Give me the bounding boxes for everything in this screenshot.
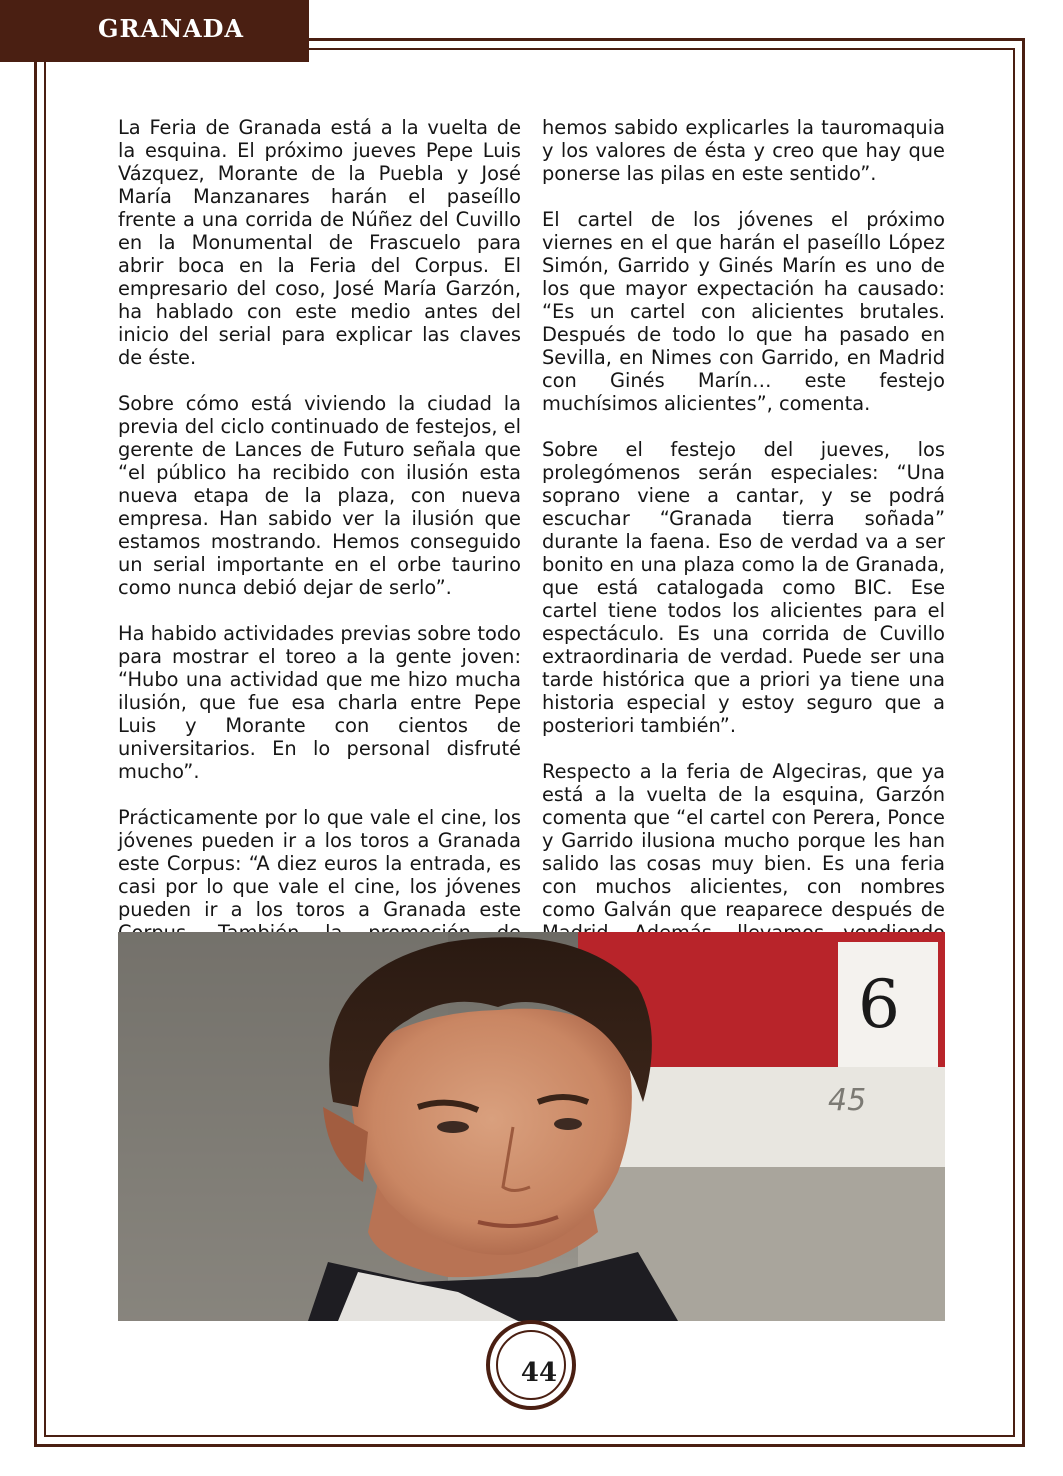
article-column-left — [118, 116, 521, 1036]
article-paragraph: hemos sabido explicarles la tauromaquia y los valores de ésta y creo que hay que ponerse las pilas en este sentido”. — [542, 116, 945, 185]
article-paragraph: Prácticamente por lo que vale el cine, los jóvenes pueden ir a los toros a Granada este Corpus: “A diez euros la entrada, es casi por lo que vale el cine, los jóvenes pueden ir a los toros a Granada este — [118, 806, 521, 921]
page-number-ring — [496, 1330, 566, 1400]
wall-painted-number: 45 — [828, 1083, 867, 1118]
article-paragraph: Respecto a la feria de Algeciras, que ya está a la vuelta de la esquina, Garzón comenta que “el cartel con Perera, Ponce y Garrido ilusiona mucho porque les han salido las cosas muy bien. Es una feria con muchos alicientes, con nombres como Galván que reaparece después de — [542, 760, 945, 921]
article-paragraph: El cartel de los jóvenes el próximo viernes en el que harán el paseíllo López Simón, Garrido y Ginés Marín es uno de los que mayor expectación ha causado: “Es un cartel con alicientes brutales. Después de todo lo que ha pasado en Sevilla, en Nimes con Garrido, en Madrid con Ginés Marín… este festejo muchísimos alicientes”, comenta. — [542, 208, 945, 415]
page-number: 44 — [520, 1358, 558, 1388]
barrier-sign-number: 6 — [858, 966, 900, 1043]
article-paragraph: Ha habido actividades previas sobre todo para mostrar el toreo a la gente joven: “Hubo una actividad que me hizo mucha ilusión, que fue esa charla entre Pepe Luis y Morante con cientos de universitarios. En lo personal disfruté mucho”. — [118, 622, 521, 783]
article-paragraph: Sobre cómo está viviendo la ciudad la previa del ciclo continuado de festejos, el gerente de Lances de Futuro señala que “el público ha recibido con ilusión esta nueva etapa de la plaza, con nueva empresa. Han sabido ver la ilusión que estamos mostrando. Hemos conseguido un serial importante en el orbe taurino como nunca debió dejar de serlo”. — [118, 392, 521, 599]
article-paragraph: Sobre el festejo del jueves, los prolegómenos serán especiales: “Una soprano viene a cantar, y se podrá escuchar “Granada tierra soñada” durante la faena. Eso de verdad va a ser bonito en una plaza como la de Granada, que está catalogada como BIC. Ese cartel tiene todos los alicientes para el espectáculo. Es una corrida de Cuvillo extraordinaria de verdad. Puede ser una tarde histórica que a priori ya tiene una historia especial y estoy seguro que a posteriori también”. — [542, 438, 945, 737]
section-title: GRANADA — [98, 14, 245, 43]
article-column-right — [542, 116, 945, 990]
page-number-badge — [486, 1320, 576, 1410]
portrait-photo — [118, 932, 945, 1321]
article-paragraph: La Feria de Granada está a la vuelta de la esquina. El próximo jueves Pepe Luis Vázquez, Morante de la Puebla y José María Manzanares harán el paseíllo frente a una corrida de Núñez del Cuvillo en la Monumental de Frascuelo para abrir boca en la Feria del Corpus. El empresario del coso, José María Garzón, ha hablado con este medio antes del inicio del serial para explicar las claves de éste. — [118, 116, 521, 369]
